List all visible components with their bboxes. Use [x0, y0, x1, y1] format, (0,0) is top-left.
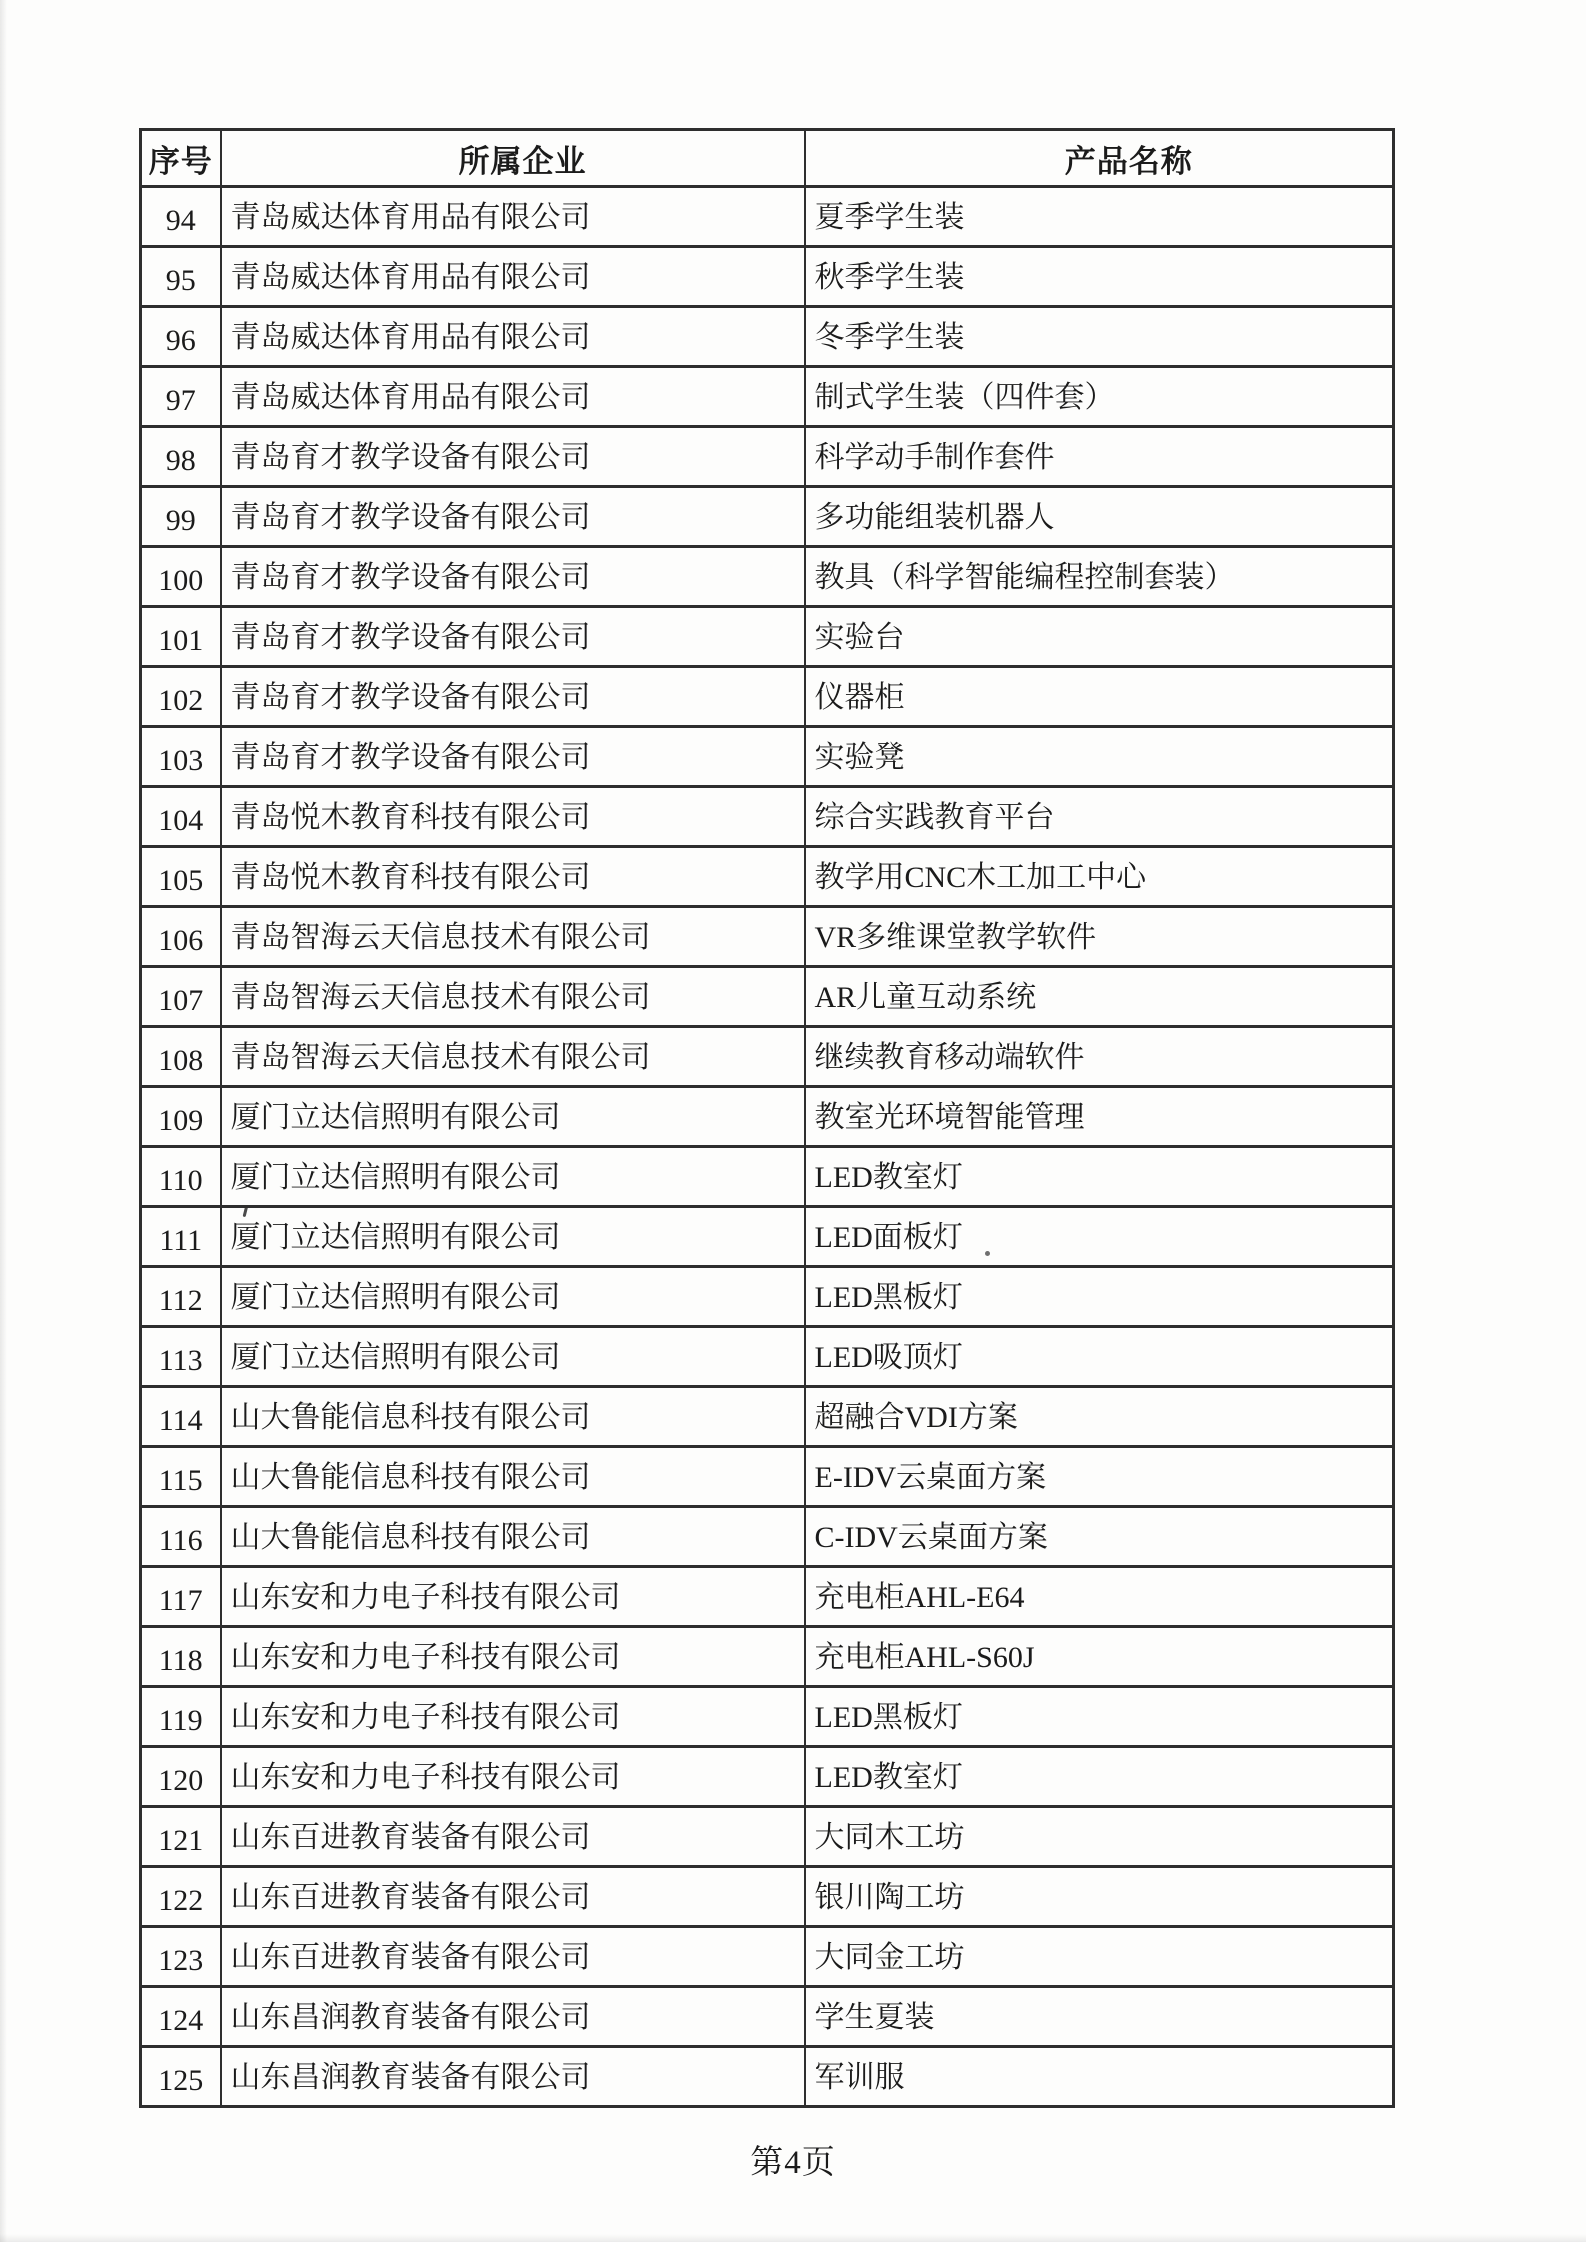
cell-product-name-text: 大同木工坊 [814, 1820, 965, 1854]
cell-company-name [221, 607, 805, 667]
cell-company-name-text: 青岛育才教学设备有限公司 [230, 500, 591, 534]
cell-product-name-text: LED吸顶灯 [814, 1340, 963, 1374]
cell-serial-number-text: 125 [158, 2064, 204, 2097]
table-row [141, 1447, 1394, 1507]
cell-product-name [805, 1387, 1394, 1447]
cell-product-name-text: 综合实践教育平台 [814, 800, 1055, 834]
cell-serial-number [141, 307, 221, 367]
cell-product-name [805, 1987, 1394, 2047]
cell-product-name [805, 1027, 1394, 1087]
cell-company-name-text: 青岛育才教学设备有限公司 [230, 560, 591, 594]
cell-product-name-text: 军训服 [814, 2060, 905, 2094]
cell-serial-number [141, 1327, 221, 1387]
cell-serial-number [141, 787, 221, 847]
column-header-product [805, 130, 1394, 187]
cell-product-name-text: 大同金工坊 [814, 1940, 965, 1974]
cell-company-name [221, 1747, 805, 1807]
cell-serial-number [141, 727, 221, 787]
cell-company-name-text: 山大鲁能信息科技有限公司 [230, 1400, 591, 1434]
cell-company-name [221, 307, 805, 367]
table-row [141, 907, 1394, 967]
cell-company-name-text: 山东百进教育装备有限公司 [230, 1880, 591, 1914]
cell-serial-number [141, 1087, 221, 1147]
cell-product-name [805, 1267, 1394, 1327]
cell-serial-number-text: 95 [165, 264, 196, 297]
scan-edge-shadow-bottom [0, 2234, 1586, 2242]
cell-serial-number [141, 247, 221, 307]
cell-product-name [805, 487, 1394, 547]
cell-product-name [805, 967, 1394, 1027]
table-row [141, 1987, 1394, 2047]
cell-product-name-text: 夏季学生装 [814, 200, 965, 234]
cell-product-name-text: 制式学生装（四件套） [814, 380, 1115, 414]
cell-serial-number [141, 1687, 221, 1747]
cell-serial-number-text: 114 [158, 1404, 203, 1437]
table-row [141, 1087, 1394, 1147]
table-row [141, 1867, 1394, 1927]
table-row [141, 1567, 1394, 1627]
cell-company-name [221, 1447, 805, 1507]
cell-product-name-text: AR儿童互动系统 [814, 980, 1037, 1014]
cell-serial-number [141, 487, 221, 547]
cell-product-name-text: C-IDV云桌面方案 [814, 1520, 1048, 1554]
cell-company-name-text: 青岛育才教学设备有限公司 [230, 680, 591, 714]
table-row [141, 1267, 1394, 1327]
cell-company-name-text: 青岛智海云天信息技术有限公司 [230, 1040, 651, 1074]
cell-serial-number [141, 1627, 221, 1687]
cell-serial-number [141, 1027, 221, 1087]
table-row [141, 187, 1394, 247]
cell-company-name [221, 1147, 805, 1207]
cell-company-name [221, 187, 805, 247]
cell-company-name-text: 青岛智海云天信息技术有限公司 [230, 920, 651, 954]
table-row [141, 727, 1394, 787]
cell-product-name [805, 1807, 1394, 1867]
table-row [141, 427, 1394, 487]
cell-company-name-text: 山东百进教育装备有限公司 [230, 1940, 591, 1974]
cell-serial-number-text: 94 [165, 204, 196, 237]
cell-product-name-text: 多功能组装机器人 [814, 500, 1055, 534]
cell-serial-number [141, 1387, 221, 1447]
cell-product-name [805, 1927, 1394, 1987]
cell-product-name [805, 307, 1394, 367]
cell-product-name-text: 冬季学生装 [814, 320, 965, 354]
cell-product-name-text: VR多维课堂教学软件 [814, 920, 1097, 954]
cell-company-name-text: 厦门立达信照明有限公司 [230, 1340, 561, 1374]
cell-serial-number [141, 547, 221, 607]
cell-serial-number-text: 121 [158, 1824, 204, 1857]
cell-company-name [221, 427, 805, 487]
cell-product-name-text: LED面板灯 [814, 1220, 963, 1254]
cell-company-name [221, 1087, 805, 1147]
table-row [141, 367, 1394, 427]
cell-serial-number-text: 99 [165, 504, 196, 537]
cell-company-name-text: 青岛育才教学设备有限公司 [230, 620, 591, 654]
table-row [141, 1147, 1394, 1207]
cell-product-name-text: 实验凳 [814, 740, 905, 774]
cell-company-name [221, 787, 805, 847]
cell-company-name-text: 厦门立达信照明有限公司 [230, 1220, 561, 1254]
column-header-company-label: 所属企业 [458, 143, 587, 179]
cell-serial-number [141, 1807, 221, 1867]
column-header-product-label: 产品名称 [1064, 143, 1193, 179]
cell-serial-number [141, 1987, 221, 2047]
cell-serial-number-text: 102 [158, 684, 204, 717]
table-row [141, 2047, 1394, 2107]
cell-serial-number [141, 1567, 221, 1627]
cell-serial-number-text: 104 [158, 804, 204, 837]
cell-serial-number-text: 100 [158, 564, 204, 597]
cell-company-name-text: 厦门立达信照明有限公司 [230, 1100, 561, 1134]
cell-serial-number-text: 98 [165, 444, 196, 477]
table-header-row [141, 130, 1394, 187]
column-header-no-label: 序号 [148, 143, 213, 179]
cell-serial-number [141, 1507, 221, 1567]
cell-serial-number [141, 607, 221, 667]
cell-serial-number-text: 107 [158, 984, 204, 1017]
cell-company-name [221, 1267, 805, 1327]
cell-product-name [805, 1867, 1394, 1927]
cell-product-name-text: 教学用CNC木工加工中心 [814, 860, 1147, 894]
cell-serial-number [141, 1147, 221, 1207]
table-row [141, 847, 1394, 907]
cell-serial-number [141, 1747, 221, 1807]
product-table [139, 128, 1395, 2108]
table-row [141, 1027, 1394, 1087]
cell-product-name [805, 1687, 1394, 1747]
cell-product-name-text: 充电柜AHL-E64 [814, 1580, 1025, 1614]
cell-product-name-text: LED黑板灯 [814, 1700, 963, 1734]
cell-serial-number [141, 367, 221, 427]
table-row [141, 1327, 1394, 1387]
cell-serial-number-text: 110 [158, 1164, 203, 1197]
table-row [141, 547, 1394, 607]
cell-company-name-text: 山东安和力电子科技有限公司 [230, 1640, 621, 1674]
cell-serial-number-text: 111 [159, 1224, 203, 1257]
page-number: 第4页 [750, 2145, 836, 2181]
table-row [141, 667, 1394, 727]
cell-company-name [221, 367, 805, 427]
cell-product-name [805, 907, 1394, 967]
cell-serial-number [141, 847, 221, 907]
cell-serial-number [141, 1927, 221, 1987]
cell-product-name [805, 2047, 1394, 2107]
cell-serial-number-text: 116 [158, 1524, 203, 1557]
table-row [141, 1807, 1394, 1867]
cell-product-name [805, 1207, 1394, 1267]
cell-product-name-text: LED教室灯 [814, 1760, 963, 1794]
cell-company-name-text: 山东昌润教育装备有限公司 [230, 2000, 591, 2034]
column-header-company [221, 130, 805, 187]
cell-company-name-text: 青岛威达体育用品有限公司 [230, 320, 591, 354]
cell-product-name [805, 1327, 1394, 1387]
cell-company-name-text: 山东安和力电子科技有限公司 [230, 1700, 621, 1734]
cell-company-name [221, 667, 805, 727]
cell-company-name-text: 山东安和力电子科技有限公司 [230, 1580, 621, 1614]
cell-serial-number-text: 124 [158, 2004, 204, 2037]
table-row [141, 1627, 1394, 1687]
table-row [141, 1507, 1394, 1567]
cell-company-name-text: 青岛育才教学设备有限公司 [230, 440, 591, 474]
cell-company-name [221, 847, 805, 907]
cell-company-name [221, 1807, 805, 1867]
cell-company-name [221, 1567, 805, 1627]
cell-serial-number-text: 96 [165, 324, 196, 357]
cell-serial-number-text: 117 [158, 1584, 203, 1617]
cell-company-name [221, 1927, 805, 1987]
cell-company-name-text: 青岛威达体育用品有限公司 [230, 260, 591, 294]
cell-product-name-text: 银川陶工坊 [814, 1880, 965, 1914]
cell-product-name-text: LED黑板灯 [814, 1280, 963, 1314]
cell-company-name [221, 907, 805, 967]
cell-product-name-text: 教具（科学智能编程控制套装） [814, 560, 1235, 594]
table-row [141, 247, 1394, 307]
cell-company-name [221, 1327, 805, 1387]
cell-company-name [221, 1507, 805, 1567]
cell-serial-number-text: 113 [158, 1344, 203, 1377]
cell-serial-number-text: 108 [158, 1044, 204, 1077]
cell-product-name-text: 继续教育移动端软件 [814, 1040, 1085, 1074]
table-row [141, 1927, 1394, 1987]
cell-serial-number-text: 119 [158, 1704, 203, 1737]
cell-product-name [805, 607, 1394, 667]
cell-serial-number [141, 667, 221, 727]
cell-company-name-text: 山大鲁能信息科技有限公司 [230, 1460, 591, 1494]
cell-company-name [221, 967, 805, 1027]
table-row [141, 1687, 1394, 1747]
cell-product-name-text: 学生夏装 [814, 2000, 935, 2034]
cell-serial-number [141, 1867, 221, 1927]
cell-product-name-text: 实验台 [814, 620, 905, 654]
cell-product-name [805, 1747, 1394, 1807]
cell-serial-number-text: 115 [158, 1464, 203, 1497]
cell-serial-number-text: 106 [158, 924, 204, 957]
cell-company-name [221, 1207, 805, 1267]
cell-company-name-text: 山东百进教育装备有限公司 [230, 1820, 591, 1854]
cell-serial-number-text: 101 [158, 624, 204, 657]
cell-company-name-text: 山东昌润教育装备有限公司 [230, 2060, 591, 2094]
cell-company-name [221, 1687, 805, 1747]
cell-company-name-text: 青岛威达体育用品有限公司 [230, 380, 591, 414]
table-row [141, 967, 1394, 1027]
column-header-no [141, 130, 221, 187]
cell-product-name [805, 547, 1394, 607]
cell-product-name [805, 187, 1394, 247]
cell-serial-number-text: 109 [158, 1104, 204, 1137]
cell-company-name [221, 1027, 805, 1087]
cell-product-name-text: 充电柜AHL-S60J [814, 1640, 1035, 1674]
table-row [141, 1387, 1394, 1447]
cell-product-name [805, 787, 1394, 847]
cell-company-name-text: 厦门立达信照明有限公司 [230, 1280, 561, 1314]
scan-edge-shadow-left [0, 0, 7, 2242]
cell-product-name-text: E-IDV云桌面方案 [814, 1460, 1047, 1494]
cell-company-name [221, 547, 805, 607]
cell-product-name-text: 秋季学生装 [814, 260, 965, 294]
cell-company-name [221, 1987, 805, 2047]
cell-product-name [805, 1087, 1394, 1147]
cell-product-name-text: LED教室灯 [814, 1160, 963, 1194]
cell-serial-number [141, 187, 221, 247]
cell-product-name [805, 1447, 1394, 1507]
cell-product-name [805, 427, 1394, 487]
cell-company-name [221, 247, 805, 307]
cell-product-name [805, 1147, 1394, 1207]
cell-company-name [221, 1387, 805, 1447]
cell-company-name [221, 1627, 805, 1687]
cell-serial-number [141, 1447, 221, 1507]
cell-product-name-text: 教室光环境智能管理 [814, 1100, 1085, 1134]
cell-company-name-text: 山东安和力电子科技有限公司 [230, 1760, 621, 1794]
table-row [141, 787, 1394, 847]
table-row [141, 1207, 1394, 1267]
cell-serial-number-text: 103 [158, 744, 204, 777]
cell-product-name [805, 1627, 1394, 1687]
cell-serial-number [141, 907, 221, 967]
cell-serial-number-text: 118 [158, 1644, 203, 1677]
cell-product-name-text: 科学动手制作套件 [814, 440, 1055, 474]
cell-serial-number-text: 105 [158, 864, 204, 897]
cell-serial-number [141, 1207, 221, 1267]
cell-serial-number-text: 123 [158, 1944, 204, 1977]
cell-product-name [805, 727, 1394, 787]
cell-serial-number-text: 112 [158, 1284, 203, 1317]
cell-serial-number [141, 967, 221, 1027]
cell-company-name-text: 青岛威达体育用品有限公司 [230, 200, 591, 234]
cell-product-name [805, 847, 1394, 907]
cell-product-name-text: 仪器柜 [814, 680, 905, 714]
cell-serial-number [141, 2047, 221, 2107]
table-row [141, 307, 1394, 367]
table-row [141, 607, 1394, 667]
cell-serial-number-text: 120 [158, 1764, 204, 1797]
table-row [141, 487, 1394, 547]
cell-product-name [805, 367, 1394, 427]
cell-company-name-text: 青岛悦木教育科技有限公司 [230, 800, 591, 834]
cell-product-name [805, 1567, 1394, 1627]
cell-company-name-text: 厦门立达信照明有限公司 [230, 1160, 561, 1194]
cell-serial-number-text: 122 [158, 1884, 204, 1917]
cell-product-name [805, 1507, 1394, 1567]
cell-product-name [805, 247, 1394, 307]
cell-serial-number-text: 97 [165, 384, 196, 417]
cell-company-name-text: 青岛智海云天信息技术有限公司 [230, 980, 651, 1014]
cell-serial-number [141, 427, 221, 487]
cell-company-name [221, 1867, 805, 1927]
table-row [141, 1747, 1394, 1807]
cell-product-name-text: 超融合VDI方案 [814, 1400, 1018, 1434]
cell-company-name-text: 青岛悦木教育科技有限公司 [230, 860, 591, 894]
cell-company-name-text: 山大鲁能信息科技有限公司 [230, 1520, 591, 1554]
cell-company-name [221, 487, 805, 547]
cell-company-name-text: 青岛育才教学设备有限公司 [230, 740, 591, 774]
cell-product-name [805, 667, 1394, 727]
cell-company-name [221, 727, 805, 787]
cell-company-name [221, 2047, 805, 2107]
cell-serial-number [141, 1267, 221, 1327]
